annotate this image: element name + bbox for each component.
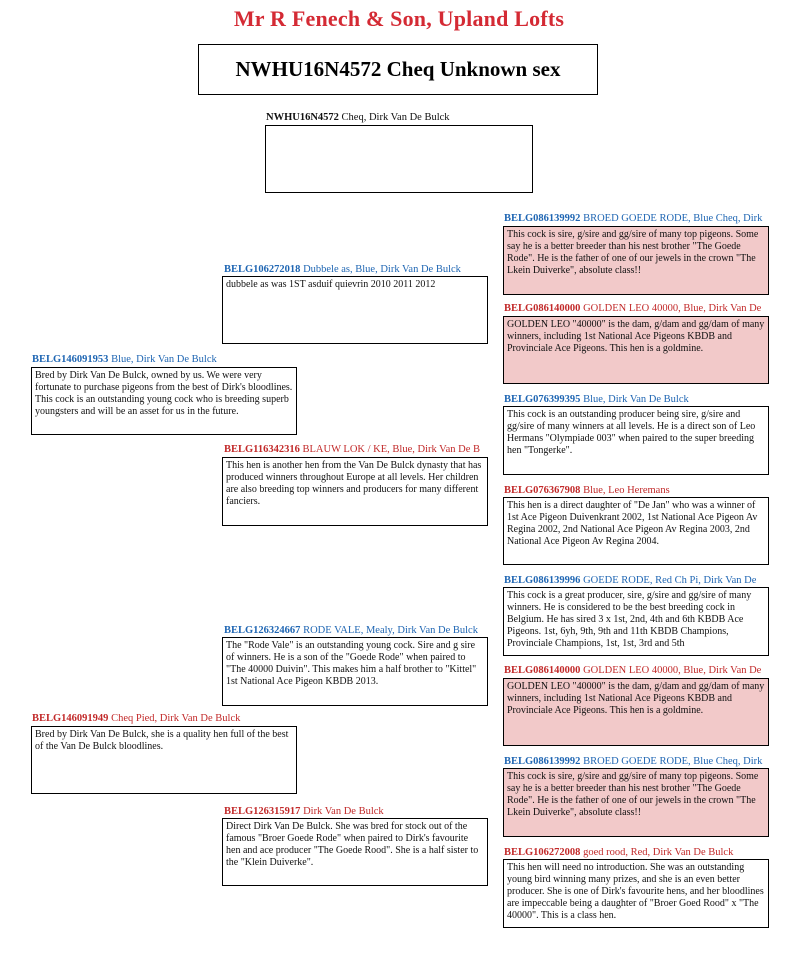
sd-ring: BELG116342316 xyxy=(224,444,300,455)
sds-ring: BELG076399395 xyxy=(504,394,581,405)
dss-details: GOEDE RODE, Red Ch Pi, Dirk Van De xyxy=(580,575,757,586)
ddd-header xyxy=(504,846,784,859)
dd-details: Dirk Van De Bulck xyxy=(300,806,384,817)
sdd-notes-box: This hen is a direct daughter of "De Jan" who was a winner of 1st Ace Pigeon Duivenkrant 2002, 1st National Ace Pigeon Av Regina 2002, 2nd National Ace Pigeon Av Regina 2003, 2nd National Ace Pigeon Av Regina 2004. xyxy=(503,497,769,565)
ddd-details: goed rood, Red, Dirk Van De Bulck xyxy=(580,847,734,858)
sire-header xyxy=(32,353,262,366)
dsd-ring: BELG086140000 xyxy=(504,665,581,676)
ss-details: Dubbele as, Blue, Dirk Van De Bulck xyxy=(300,264,461,275)
sd-header xyxy=(224,443,499,456)
sire-ring: BELG146091953 xyxy=(32,354,109,365)
ds-notes-box: The "Rode Vale" is an outstanding young cock. Sire and g sire of winners. He is a son of the "Goede Rode" when paired to "The 40000 Duivin". This makes him a half brother to "Kittel" 1st National Ace Pigeon KBDB 2013. xyxy=(222,637,488,706)
dds-details: BROED GOEDE RODE, Blue Cheq, Dirk xyxy=(580,756,763,767)
sdd-header xyxy=(504,484,784,497)
ss-notes-box: dubbele as was 1ST asduif quievrin 2010 2011 2012 xyxy=(222,276,488,344)
subject-notes-box xyxy=(265,125,533,193)
sd-notes-box: This hen is another hen from the Van De Bulck dynasty that has produced winners throughout Europe at all levels. Her children are also breeding top winners and producers for many different fanciers. xyxy=(222,457,488,526)
dsd-details: GOLDEN LEO 40000, Blue, Dirk Van De xyxy=(580,665,762,676)
ssd-notes-box: GOLDEN LEO "40000" is the dam, g/dam and gg/dam of many winners, including 1st National Ace Pigeons KBDB and Provinciale Ace Pigeons. This hen is a goldmine. xyxy=(503,316,769,384)
dam-header xyxy=(32,712,272,725)
dds-header xyxy=(504,755,784,768)
ss-ring: BELG106272018 xyxy=(224,264,301,275)
ss-header xyxy=(224,263,492,276)
subject-details: Cheq, Dirk Van De Bulck xyxy=(338,112,450,123)
sss-details: BROED GOEDE RODE, Blue Cheq, Dirk xyxy=(580,213,763,224)
dds-notes-box: This cock is sire, g/sire and gg/sire of many top pigeons. Some say he is a better breeder than his nest brother "The Goede Rode". He is the father of one of our jewels in the crown "The Lkein Duiverke", absolute class!! xyxy=(503,768,769,837)
dam-ring: BELG146091949 xyxy=(32,713,109,724)
dd-notes-box: Direct Dirk Van De Bulck. She was bred for stock out of the famous "Broer Goede Rode" when paired to Dirk's favourite hen and ace producer "The Goede Rood". She is a half sister to the "Klein Duiverke". xyxy=(222,818,488,886)
dsd-header xyxy=(504,664,784,677)
sds-header xyxy=(504,393,784,406)
dam-details: Cheq Pied, Dirk Van De Bulck xyxy=(108,713,241,724)
sire-notes-box: Bred by Dirk Van De Bulck, owned by us. We were very fortunate to purchase pigeons from the best of Dirk's bloodlines. This cock is an outstanding young cock who is breeding superb youngsters and will be an asset for us in the future. xyxy=(31,367,297,435)
ds-header xyxy=(224,624,499,637)
ddd-notes-box: This hen will need no introduction. She was an outstanding young bird winning many prizes, and she is an even better producer. She is one of Dirk's favourite hens, and her bloodlines are impeccable being a daughter of "Broer Goed Rood" x "The 40000". This is a class hen. xyxy=(503,859,769,928)
page-title: Mr R Fenech & Son, Upland Lofts xyxy=(233,6,565,31)
sd-details: BLAUW LOK / KE, Blue, Dirk Van De B xyxy=(299,444,480,455)
dds-ring: BELG086139992 xyxy=(504,756,581,767)
sss-header xyxy=(504,212,784,225)
ssd-details: GOLDEN LEO 40000, Blue, Dirk Van De xyxy=(580,303,762,314)
subject-header xyxy=(266,111,566,124)
dam-notes-box: Bred by Dirk Van De Bulck, she is a quality hen full of the best of the Van De Bulck bloodlines. xyxy=(31,726,297,794)
ds-details: RODE VALE, Mealy, Dirk Van De Bulck xyxy=(300,625,478,636)
subject-banner: NWHU16N4572 Cheq Unknown sex xyxy=(198,44,598,95)
subject-ring: NWHU16N4572 xyxy=(266,112,339,123)
ssd-ring: BELG086140000 xyxy=(504,303,581,314)
dsd-notes-box: GOLDEN LEO "40000" is the dam, g/dam and gg/dam of many winners, including 1st National Ace Pigeons KBDB and Provinciale Ace Pigeons. This hen is a goldmine. xyxy=(503,678,769,746)
sss-ring: BELG086139992 xyxy=(504,213,581,224)
sds-details: Blue, Dirk Van De Bulck xyxy=(580,394,689,405)
ssd-header xyxy=(504,302,784,315)
sire-details: Blue, Dirk Van De Bulck xyxy=(108,354,217,365)
sds-notes-box: This cock is an outstanding producer being sire, g/sire and gg/sire of many winners at all levels. He is a direct son of Leo Hermans "Olympiade 003" when paired to the super breeding hen "Tongerke". xyxy=(503,406,769,475)
dd-ring: BELG126315917 xyxy=(224,806,301,817)
dss-header xyxy=(504,574,784,587)
ddd-ring: BELG106272008 xyxy=(504,847,581,858)
sss-notes-box: This cock is sire, g/sire and gg/sire of many top pigeons. Some say he is a better breeder than his nest brother "The Goede Rode". He is the father of one of our jewels in the crown "The Lkein Duiverke", absolute class!! xyxy=(503,226,769,295)
dd-header xyxy=(224,805,492,818)
sdd-details: Blue, Leo Heremans xyxy=(580,485,670,496)
dss-notes-box: This cock is a great producer, sire, g/sire and gg/sire of many winners. He is considered to be the best breeding cock in Belgium. He has sired 3 x 1st, 2nd, 4th and 6th KBDB Ace Pigeons. 1st, 6yh, 9th, 9th and 11th KBDB Champions, Provinciale Champions, 1st, 1st, 3rd and 5th xyxy=(503,587,769,656)
dss-ring: BELG086139996 xyxy=(504,575,581,586)
sdd-ring: BELG076367908 xyxy=(504,485,581,496)
ds-ring: BELG126324667 xyxy=(224,625,301,636)
